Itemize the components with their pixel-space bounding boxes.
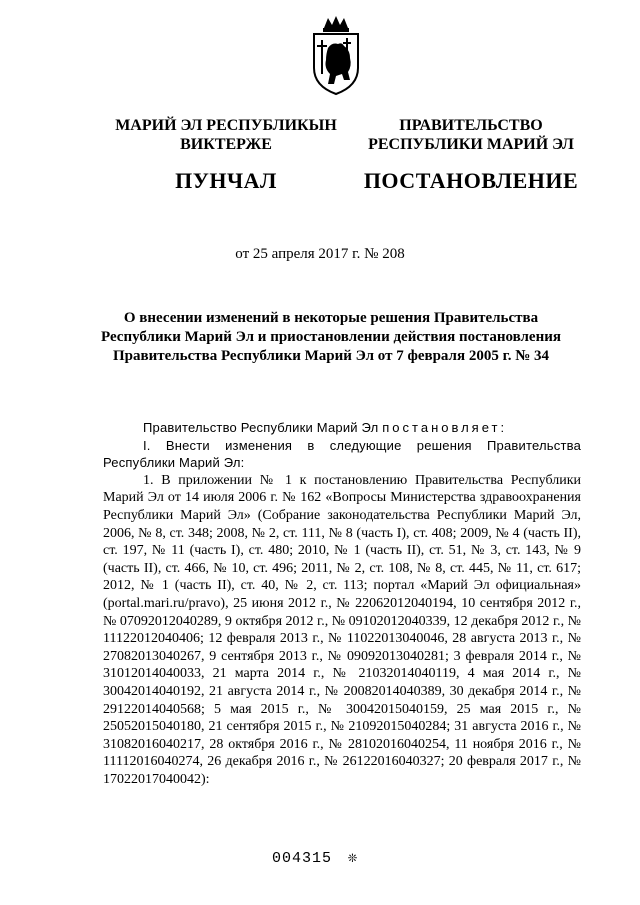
date-month-year: апреля 2017 г. № (271, 246, 379, 262)
header-right-line2: РЕСПУБЛИКИ МАРИЙ ЭЛ (368, 136, 574, 153)
intro-colon: : (500, 420, 505, 435)
header-right-block (346, 116, 596, 194)
date-day: 25 (252, 246, 268, 262)
footer-serial (272, 848, 358, 867)
title-line-3: Правительства Республики Марий Эл от 7 февраля 2005 г. № 34 (112, 348, 550, 364)
document-number: 208 (382, 246, 405, 262)
item-1-1-paragraph: 1. В приложении № 1 к постановлению Правительства Республики Марий Эл от 14 июля 2006 г. № 162 «Вопросы Министерства здравоохранения Республики Марий Эл» (Собрание законодательства Республики Марий Эл, 2006, № 8, ст. 348; 2008, № 2, ст. 111, № 8 (часть I), ст. 408; 2009, № 4 (часть II), ст. 197, № 11 (часть I), ст. 480; 2010, № 1 (часть II), ст. 51, № 3, ст. 143, № 9 (часть II), ст. 466, № 10, ст. 496; 2011, № 2, ст. 108, № 8, ст. 445, № 11, ст. 617; 2012, № 1 (часть II), ст. 40, № 2, ст. 113; портал «Марий Эл официальная» (portal.mari.ru/pravo), 25 июня 2012 г., № 22062012040194, 10 сентября 2012 г., № 07092012040289, 9 октября 2012 г., № 09102012040339, 12 декабря 2012 г., № 11122012040406; 12 февраля 2013 г., № 11022013040046, 28 августа 2013 г., № 27082013040267, 9 сентября 2013 г., № 09092013040281; 3 февраля 2014 г., № 31012014040033, 21 марта 2014 г., № 21032014040119, 4 мая 2014 г., № 30042014040192, 21 августа 2014 г., № 20082014040389, 30 декабря 2014 г., № 29122014040568; 5 мая 2015 г., № 30042015040159, 25 мая 2015 г., № 25052015040180, 21 сентября 2015 г., № 21092015040284; 31 августа 2016 г., № 31082016040217, 28 октября 2016 г., № 28102016040254, 11 ноября 2016 г., № 11112016040274, 26 декабря 2016 г., № 26122016040327; 20 февраля 2017 г., № 17022017040042): (103, 472, 581, 787)
date-prefix: от (235, 246, 250, 262)
intro-text: Правительство Республики Марий Эл (143, 420, 383, 435)
header-left-line1: МАРИЙ ЭЛ РЕСПУБЛИКЫН (115, 117, 337, 134)
coat-of-arms-emblem (306, 14, 366, 96)
header-left-line2: ВИКТЕРЖЕ (180, 136, 272, 153)
document-body (103, 419, 581, 788)
header-right-line1: ПРАВИТЕЛЬСТВО (399, 117, 543, 134)
date-line (0, 246, 640, 263)
title-line-1: О внесении изменений в некоторые решения Правительства (123, 310, 539, 326)
serial-number: 004315 (272, 850, 333, 867)
title-line-2: Республики Марий Эл и приостановлении действия постановления (101, 329, 561, 345)
asterisk-mark: ❊ (348, 850, 359, 867)
header-left-block (101, 116, 351, 194)
header-right-doc-type: ПОСТАНОВЛЕНИЕ (363, 168, 579, 193)
header-left-doc-type: ПУНЧАЛ (175, 168, 277, 193)
intro-spaced-verb: постановляет (382, 420, 501, 435)
item-1-paragraph: I. Внести изменения в следующие решения Правительства Республики Марий Эл: (103, 437, 581, 471)
intro-paragraph (103, 419, 581, 437)
document-title (90, 309, 572, 366)
